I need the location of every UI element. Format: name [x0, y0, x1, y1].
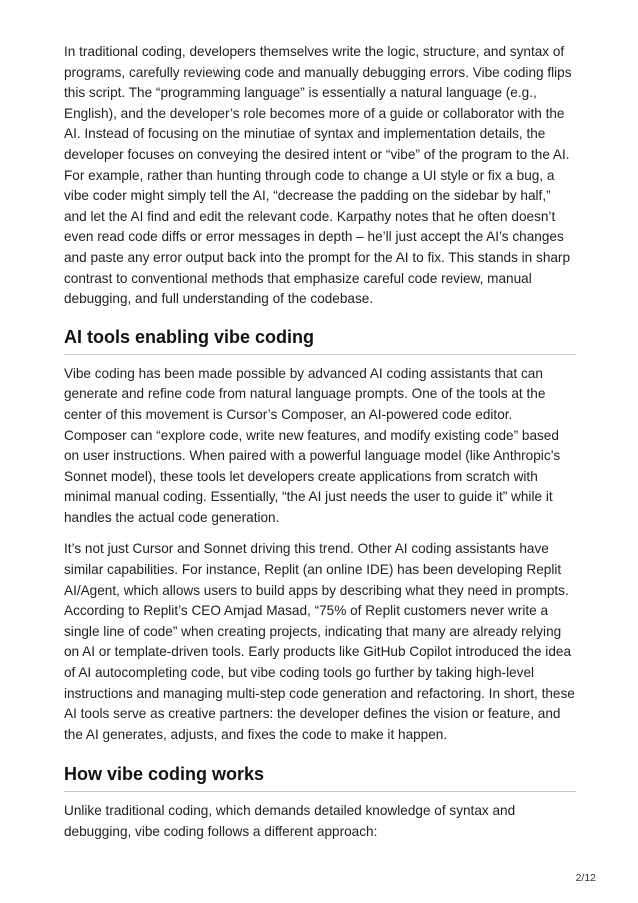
how-it-works-paragraph-1: Unlike traditional coding, which demands detailed knowledge of syntax and debugging, vibe coding follows a different approach: [64, 803, 516, 839]
section-heading-how-it-works: How vibe coding works [64, 763, 576, 792]
ai-tools-paragraph-2: It’s not just Cursor and Sonnet driving this trend. Other AI coding assistants have similar capabilities. For instance, Replit (an online IDE) has been developing Replit AI/Agent, which allows users to build apps by describing what they need in prompts. According to Replit’s CEO Amjad Masad, “75% of Replit customers never write a single line of code” when creating projects, indicating that many are already relying on AI or template-driven tools. Early products like GitHub Copilot introduced the idea of AI autocompleting code, but vibe coding tools go further by taking high-level instructions and managing multi-step code generation and refactoring. In short, these AI tools serve as creative partners: the developer defines the vision or feature, and the AI generates, adjusts, and fixes the code to make it happen. [64, 541, 575, 742]
ai-tools-paragraph-1: Vibe coding has been made possible by advanced AI coding assistants that can generate and refine code from natural language prompts. One of the tools at the center of this movement is Cursor’s Composer, an AI-powered code editor. Composer can “explore code, write new features, and modify existing code” based on user instructions. When paired with a powerful language model (like Anthropic’s Sonnet model), these tools let developers create applications from scratch with minimal manual coding. Essentially, “the AI just needs the user to guide it” while it handles the actual code generation. [64, 365, 561, 525]
intro-paragraph: In traditional coding, developers themselves write the logic, structure, and syntax of programs, carefully reviewing code and manually debugging errors. Vibe coding flips this script. The “programming language” is essentially a natural language (e.g., English), and the developer’s role becomes more of a guide or collaborator with the AI. Instead of focusing on the minutiae of syntax and implementation details, the developer focuses on conveying the desired intent or “vibe” of the program to the AI. For example, rather than hunting through code to change a UI style or fix a bug, a vibe coder might simply tell the AI, “decrease the padding on the sidebar by half,” and let the AI find and edit the relevant code. Karpathy notes that he often doesn’t even read code diffs or error messages in depth – he’ll just accept the AI’s changes and paste any error output back into the prompt for the AI to fix. This stands in sharp contrast to conventional methods that emphasize careful code review, manual debugging, and full understanding of the codebase. [64, 44, 572, 307]
article-body [64, 42, 576, 843]
page-number: 2/12 [575, 872, 596, 884]
section-heading-ai-tools: AI tools enabling vibe coding [64, 326, 576, 355]
